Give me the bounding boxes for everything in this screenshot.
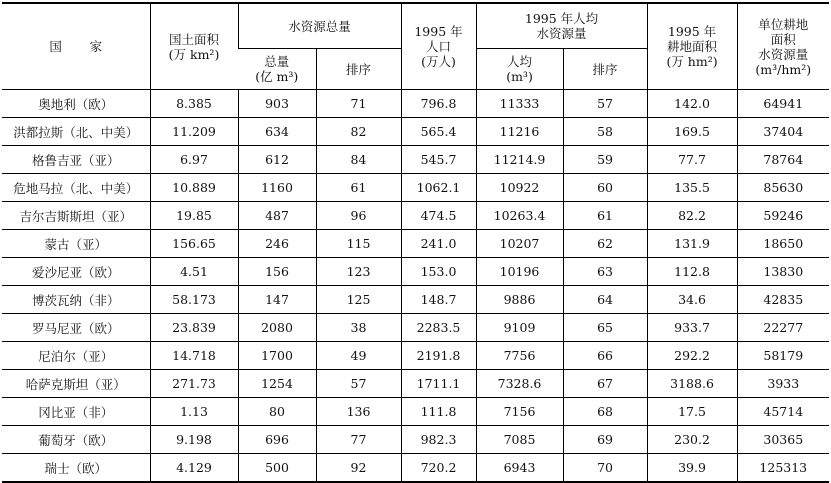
cell-water-amount: 156: [238, 258, 316, 286]
cell-water-rank: 96: [316, 202, 401, 230]
cell-population: 545.7: [401, 146, 476, 174]
table-header: [2, 3, 829, 90]
table-body: [2, 90, 829, 483]
cell-per-area: 125313: [737, 454, 829, 483]
cell-water-amount: 147: [238, 286, 316, 314]
header-area: [150, 3, 238, 90]
cell-per-area: 22277: [737, 314, 829, 342]
cell-water-rank: 38: [316, 314, 401, 342]
header-population-line1: 1995 年: [414, 24, 463, 39]
header-per-capita-value-line2: (m³): [506, 69, 533, 84]
cell-per-capita: 9109: [476, 314, 563, 342]
header-cropland-line2: 耕地面积: [667, 39, 718, 54]
cell-country: 吉尔吉斯斯坦（亚）: [2, 202, 150, 230]
cell-water-rank: 123: [316, 258, 401, 286]
cell-per-capita: 11333: [476, 90, 563, 118]
cell-per-capita-rank: 61: [563, 202, 647, 230]
header-water-total-rank: 排序: [316, 49, 401, 90]
cell-per-capita-rank: 63: [563, 258, 647, 286]
cell-water-rank: 49: [316, 342, 401, 370]
cell-per-capita: 6943: [476, 454, 563, 483]
header-amount-line1: 总量: [264, 54, 290, 69]
header-amount-line2: (亿 m³): [255, 69, 299, 84]
cell-area: 9.198: [150, 426, 238, 454]
cell-per-capita-rank: 62: [563, 230, 647, 258]
cell-population: 720.2: [401, 454, 476, 483]
cell-per-area: 42835: [737, 286, 829, 314]
table-row: [2, 90, 829, 118]
cell-population: 148.7: [401, 286, 476, 314]
cell-country: 罗马尼亚（欧）: [2, 314, 150, 342]
cell-cropland: 131.9: [647, 230, 737, 258]
cell-population: 474.5: [401, 202, 476, 230]
cell-water-rank: 57: [316, 370, 401, 398]
cell-area: 271.73: [150, 370, 238, 398]
cell-per-capita: 10263.4: [476, 202, 563, 230]
cell-population: 796.8: [401, 90, 476, 118]
cell-water-amount: 1160: [238, 174, 316, 202]
cell-country: 爱沙尼亚（欧）: [2, 258, 150, 286]
cell-per-capita: 9886: [476, 286, 563, 314]
cell-per-capita-rank: 67: [563, 370, 647, 398]
cell-country: 瑞士（欧）: [2, 454, 150, 483]
header-per-area-line2: 面积: [770, 31, 796, 47]
cell-country: 博茨瓦纳（非）: [2, 286, 150, 314]
cell-area: 14.718: [150, 342, 238, 370]
cell-water-rank: 115: [316, 230, 401, 258]
table-row: [2, 258, 829, 286]
cell-per-capita-rank: 65: [563, 314, 647, 342]
header-per-area: [737, 3, 829, 90]
cell-country: 奥地利（欧）: [2, 90, 150, 118]
cell-water-rank: 71: [316, 90, 401, 118]
header-per-capita-value: [476, 49, 563, 90]
table-row: [2, 314, 829, 342]
header-water-total: 水资源总量: [238, 3, 401, 49]
cell-per-capita-rank: 70: [563, 454, 647, 483]
header-per-capita-rank: 排序: [563, 49, 647, 90]
cell-area: 8.385: [150, 90, 238, 118]
cell-country: 危地马拉（北、中美）: [2, 174, 150, 202]
cell-cropland: 112.8: [647, 258, 737, 286]
cell-cropland: 34.6: [647, 286, 737, 314]
header-country: [2, 3, 150, 90]
cell-country: 蒙古（亚）: [2, 230, 150, 258]
cell-water-rank: 125: [316, 286, 401, 314]
cell-per-capita-rank: 69: [563, 426, 647, 454]
cell-cropland: 77.7: [647, 146, 737, 174]
cell-population: 241.0: [401, 230, 476, 258]
cell-area: 19.85: [150, 202, 238, 230]
cell-per-capita: 11216: [476, 118, 563, 146]
cell-area: 4.129: [150, 454, 238, 483]
cell-per-area: 64941: [737, 90, 829, 118]
table-row: [2, 426, 829, 454]
cell-population: 982.3: [401, 426, 476, 454]
header-country-char-1: 国: [49, 39, 62, 54]
cell-per-area: 78764: [737, 146, 829, 174]
cell-population: 111.8: [401, 398, 476, 426]
cell-per-area: 45714: [737, 398, 829, 426]
cell-water-amount: 487: [238, 202, 316, 230]
cell-water-amount: 1700: [238, 342, 316, 370]
header-per-area-line4: (m³/hm²): [755, 61, 812, 77]
cell-per-capita-rank: 58: [563, 118, 647, 146]
cell-country: 冈比亚（非）: [2, 398, 150, 426]
cell-cropland: 3188.6: [647, 370, 737, 398]
cell-country: 尼泊尔（亚）: [2, 342, 150, 370]
header-per-capita-line2: 水资源量: [536, 26, 587, 41]
cell-area: 11.209: [150, 118, 238, 146]
header-per-capita-value-line1: 人均: [507, 54, 533, 69]
cell-water-rank: 82: [316, 118, 401, 146]
cell-per-capita: 10207: [476, 230, 563, 258]
cell-cropland: 292.2: [647, 342, 737, 370]
cell-country: 洪都拉斯（北、中美）: [2, 118, 150, 146]
cell-water-amount: 696: [238, 426, 316, 454]
table-row: [2, 174, 829, 202]
cell-per-capita: 7085: [476, 426, 563, 454]
cell-per-capita-rank: 64: [563, 286, 647, 314]
cell-water-rank: 77: [316, 426, 401, 454]
cell-per-capita: 7156: [476, 398, 563, 426]
cell-population: 1062.1: [401, 174, 476, 202]
cell-country: 葡萄牙（欧）: [2, 426, 150, 454]
cell-area: 6.97: [150, 146, 238, 174]
cell-water-amount: 612: [238, 146, 316, 174]
cell-country: 哈萨克斯坦（亚）: [2, 370, 150, 398]
cell-area: 10.889: [150, 174, 238, 202]
header-population: [401, 3, 476, 90]
header-population-line3: (万人): [421, 54, 456, 69]
table-row: [2, 342, 829, 370]
cell-per-capita-rank: 57: [563, 90, 647, 118]
table-row: [2, 118, 829, 146]
cell-cropland: 135.5: [647, 174, 737, 202]
cell-water-rank: 136: [316, 398, 401, 426]
table-row: [2, 286, 829, 314]
cell-cropland: 169.5: [647, 118, 737, 146]
cell-population: 1711.1: [401, 370, 476, 398]
cell-per-area: 30365: [737, 426, 829, 454]
cell-per-area: 18650: [737, 230, 829, 258]
header-per-area-line1: 单位耕地: [758, 16, 809, 32]
header-cropland-line1: 1995 年: [667, 24, 717, 39]
cell-water-amount: 634: [238, 118, 316, 146]
cell-population: 2191.8: [401, 342, 476, 370]
cell-per-capita-rank: 68: [563, 398, 647, 426]
header-country-char-2: 家: [89, 39, 103, 54]
cell-area: 4.51: [150, 258, 238, 286]
table-row: [2, 146, 829, 174]
table-row: [2, 230, 829, 258]
cell-water-rank: 61: [316, 174, 401, 202]
cell-per-capita-rank: 59: [563, 146, 647, 174]
table-row: [2, 202, 829, 230]
cell-cropland: 142.0: [647, 90, 737, 118]
header-population-line2: 人口: [426, 39, 452, 54]
cell-water-amount: 80: [238, 398, 316, 426]
cell-area: 23.839: [150, 314, 238, 342]
cell-population: 565.4: [401, 118, 476, 146]
table-row: [2, 370, 829, 398]
cell-area: 156.65: [150, 230, 238, 258]
cell-per-area: 3933: [737, 370, 829, 398]
water-resources-table: [2, 2, 829, 483]
table-row: [2, 454, 829, 483]
cell-per-area: 58179: [737, 342, 829, 370]
cell-cropland: 17.5: [647, 398, 737, 426]
cell-country: 格鲁吉亚（亚）: [2, 146, 150, 174]
header-water-total-amount: [238, 49, 316, 90]
cell-population: 2283.5: [401, 314, 476, 342]
cell-per-capita-rank: 60: [563, 174, 647, 202]
cell-water-rank: 84: [316, 146, 401, 174]
cell-water-amount: 500: [238, 454, 316, 483]
cell-per-capita: 10196: [476, 258, 563, 286]
cell-per-area: 59246: [737, 202, 829, 230]
cell-water-rank: 92: [316, 454, 401, 483]
water-resources-table-container: [2, 2, 829, 483]
header-per-capita-line1: 1995 年人均: [524, 11, 599, 26]
cell-cropland: 933.7: [647, 314, 737, 342]
header-cropland-line3: (万 hm²): [666, 54, 718, 69]
cell-cropland: 82.2: [647, 202, 737, 230]
cell-water-amount: 246: [238, 230, 316, 258]
header-area-line1: 国土面积: [168, 31, 219, 47]
cell-per-capita: 7756: [476, 342, 563, 370]
cell-per-capita: 10922: [476, 174, 563, 202]
cell-population: 153.0: [401, 258, 476, 286]
cell-per-capita-rank: 66: [563, 342, 647, 370]
cell-per-area: 13830: [737, 258, 829, 286]
cell-per-capita: 7328.6: [476, 370, 563, 398]
header-area-line2: (万 km²): [168, 46, 220, 62]
header-per-area-line3: 水资源量: [758, 46, 809, 62]
header-per-capita: [476, 3, 647, 49]
header-cropland: [647, 3, 737, 90]
cell-water-amount: 903: [238, 90, 316, 118]
cell-cropland: 230.2: [647, 426, 737, 454]
cell-water-amount: 1254: [238, 370, 316, 398]
cell-cropland: 39.9: [647, 454, 737, 483]
cell-per-area: 85630: [737, 174, 829, 202]
cell-per-capita: 11214.9: [476, 146, 563, 174]
cell-area: 1.13: [150, 398, 238, 426]
table-row: [2, 398, 829, 426]
cell-area: 58.173: [150, 286, 238, 314]
cell-per-area: 37404: [737, 118, 829, 146]
cell-water-amount: 2080: [238, 314, 316, 342]
